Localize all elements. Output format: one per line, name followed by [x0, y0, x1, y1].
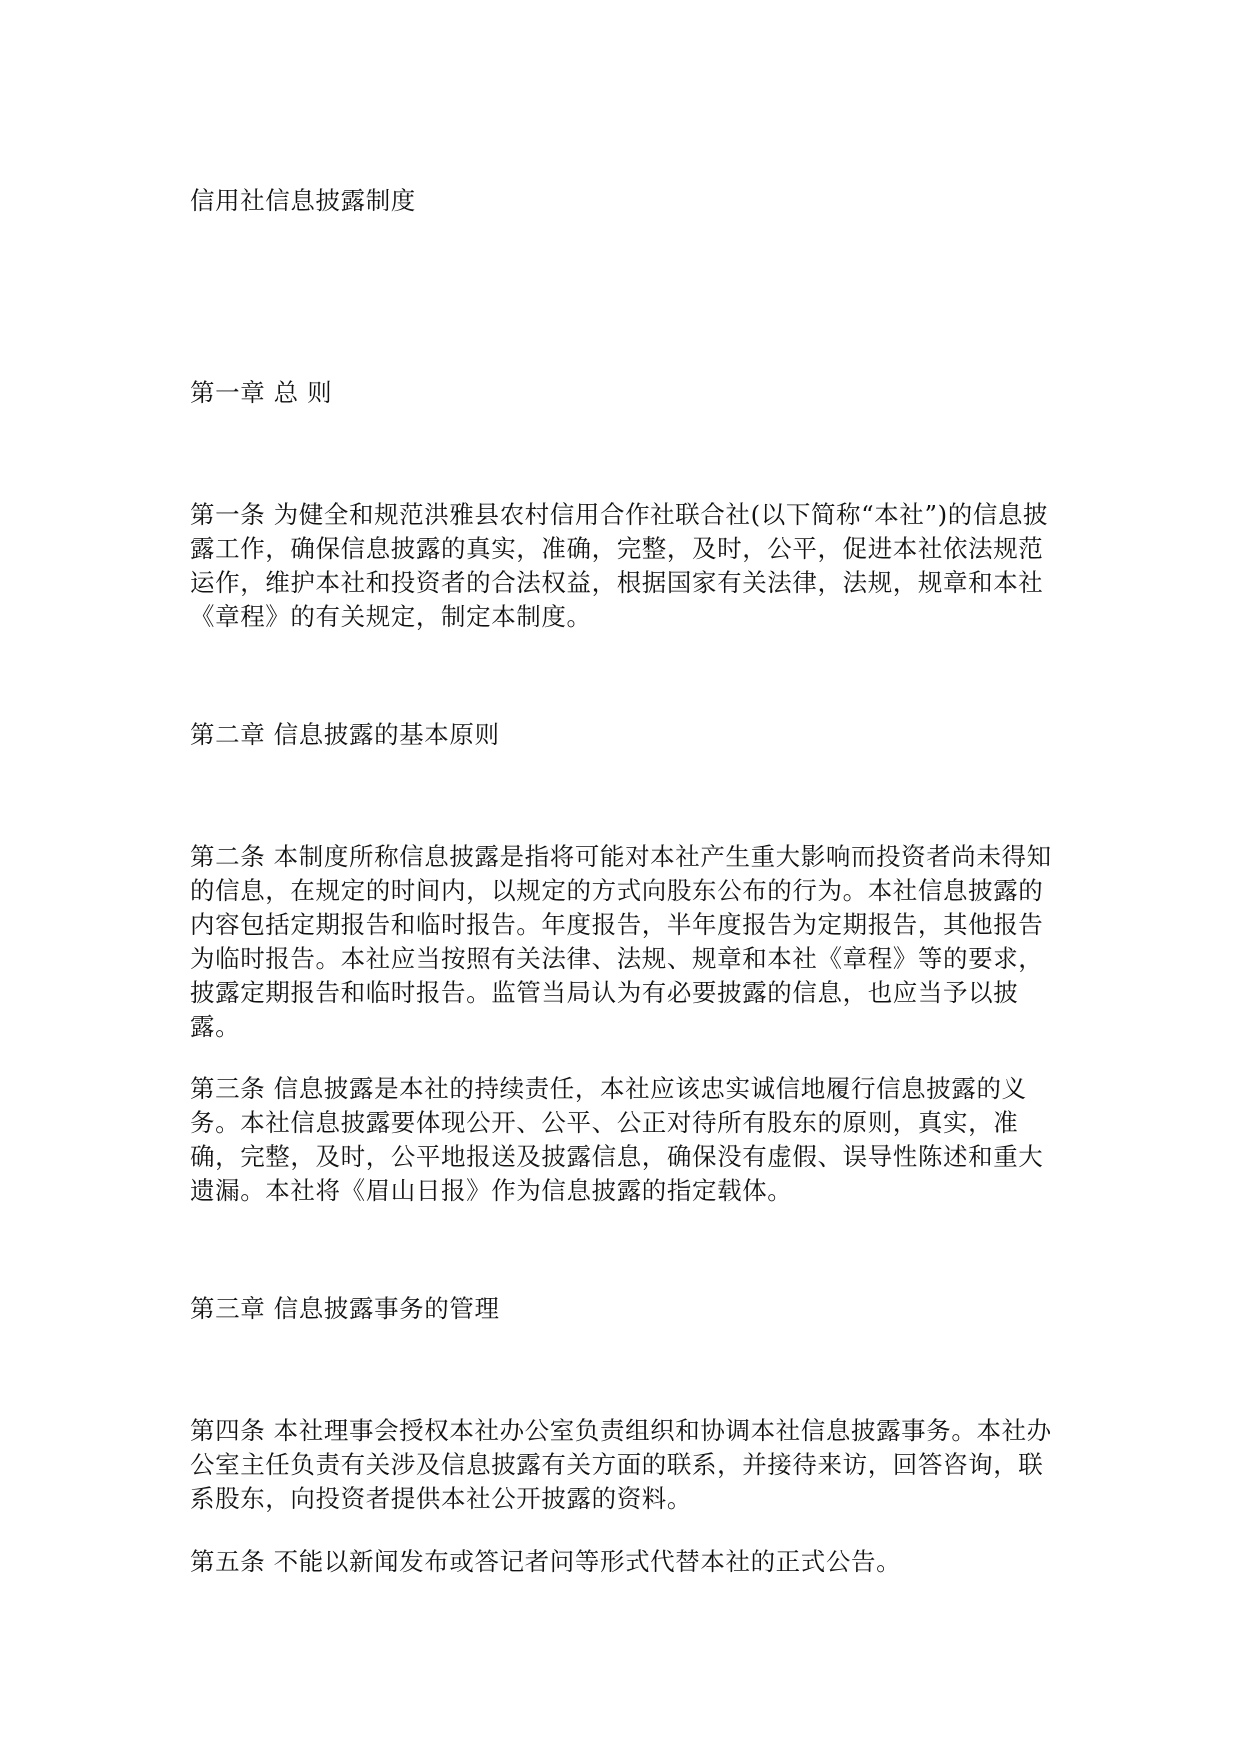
article-5: 第五条 不能以新闻发布或答记者问等形式代替本社的正式公告。 [190, 1547, 902, 1576]
chapter-2-heading: 第二章 信息披露的基本原则 [190, 720, 500, 749]
article-2: 第二条 本制度所称信息披露是指将可能对本社产生重大影响而投资者尚未得知的信息，在规定的时间内，以规定的方式向股东公布的行为。本社信息披露的内容包括定期报告和临时报告。年度报告，半年度报告为定期报告，其他报告为临时报告。本社应当按照有关法律、法规、规章和本社《章程》等的要求，披露定期报告和临时报告。监管当局认为有必要披露的信息，也应当予以披露。 [190, 842, 1052, 1041]
chapter-1-heading: 第一章 总 则 [190, 378, 333, 407]
chapter-3-heading: 第三章 信息披露事务的管理 [190, 1294, 500, 1323]
article-4: 第四条 本社理事会授权本社办公室负责组织和协调本社信息披露事务。本社办公室主任负责有关涉及信息披露有关方面的联系，并接待来访，回答咨询，联系股东，向投资者提供本社公开披露的资料。 [190, 1416, 1052, 1513]
article-3: 第三条 信息披露是本社的持续责任，本社应该忠实诚信地履行信息披露的义务。本社信息披露要体现公开、公平、公正对待所有股东的原则，真实，准确，完整，及时，公平地报送及披露信息，确保没有虚假、误导性陈述和重大遗漏。本社将《眉山日报》作为信息披露的指定载体。 [190, 1074, 1044, 1205]
document-title: 信用社信息披露制度 [190, 186, 416, 215]
article-1: 第一条 为健全和规范洪雅县农村信用合作社联合社(以下简称“本社”)的信息披露工作，确保信息披露的真实，准确，完整，及时，公平，促进本社依法规范运作，维护本社和投资者的合法权益，根据国家有关法律，法规，规章和本社《章程》的有关规定，制定本制度。 [190, 500, 1049, 631]
